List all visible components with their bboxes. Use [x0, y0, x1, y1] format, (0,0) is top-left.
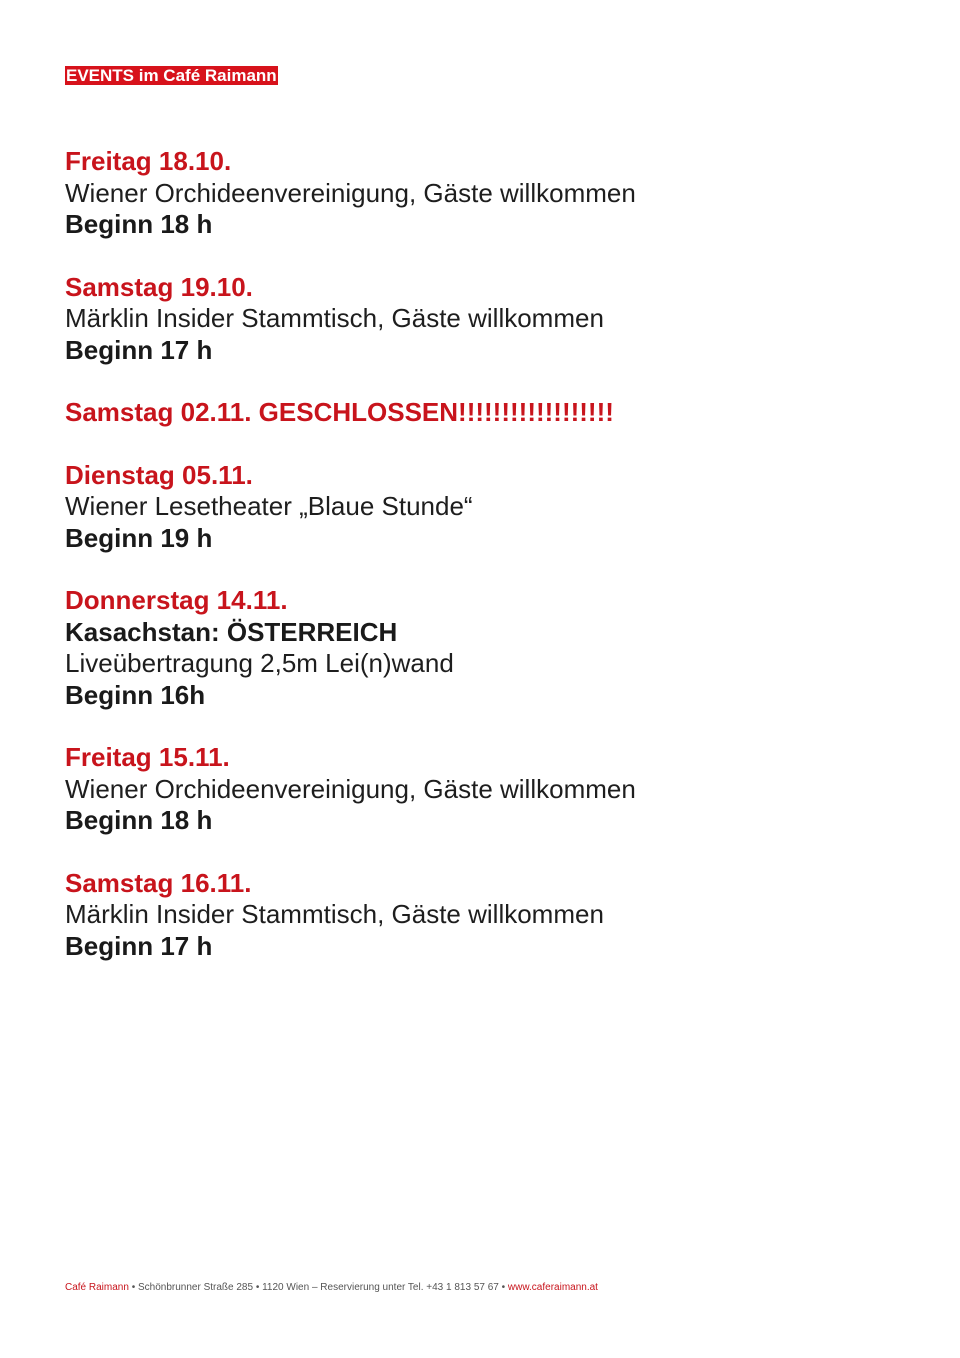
page-title: EVENTS im Café Raimann — [66, 66, 277, 85]
event-day: Freitag 15.11. — [65, 742, 230, 772]
event-start-time: Beginn 19 h — [65, 522, 213, 553]
event-item — [65, 460, 925, 555]
event-item — [65, 272, 925, 367]
event-description: Wiener Orchideenvereinigung, Gäste willkommen — [65, 773, 636, 804]
event-description: Wiener Orchideenvereinigung, Gäste willkommen — [65, 177, 636, 208]
event-list — [65, 146, 925, 993]
event-item — [65, 146, 925, 241]
footer-website-link[interactable]: www.caferaimann.at — [507, 1282, 598, 1293]
footer — [65, 1281, 598, 1294]
event-day: Samstag 19.10. — [65, 271, 253, 302]
event-day: Donnerstag 14.11. — [65, 585, 288, 615]
event-start-time: Beginn 17 h — [65, 334, 213, 365]
event-day: Samstag 02.11. GESCHLOSSEN!!!!!!!!!!!!!!!!!! — [65, 397, 614, 427]
footer-brand: Café Raimann — [65, 1282, 129, 1293]
event-highlight: Kasachstan: ÖSTERREICH — [65, 616, 398, 647]
event-start-time: Beginn 18 h — [65, 209, 213, 239]
event-description: Liveübertragung 2,5m Lei(n)wand — [65, 648, 454, 678]
event-item — [65, 742, 925, 837]
event-item — [65, 585, 925, 711]
event-day: Samstag 16.11. — [65, 867, 252, 898]
event-day: Freitag 18.10. — [65, 146, 232, 176]
event-item — [65, 868, 925, 963]
event-start-time: Beginn 18 h — [65, 805, 213, 835]
event-item-closed — [65, 397, 925, 429]
event-description: Märklin Insider Stammtisch, Gäste willkommen — [65, 899, 604, 929]
event-description: Wiener Lesetheater „Blaue Stunde“ — [65, 491, 473, 521]
event-day: Dienstag 05.11. — [65, 459, 253, 490]
event-description: Märklin Insider Stammtisch, Gäste willkommen — [65, 303, 604, 333]
footer-address: • Schönbrunner Straße 285 • 1120 Wien – Reservierung unter Tel. +43 1 813 57 67 • — [128, 1282, 508, 1293]
event-start-time: Beginn 17 h — [65, 930, 213, 961]
event-start-time: Beginn 16h — [65, 679, 206, 710]
